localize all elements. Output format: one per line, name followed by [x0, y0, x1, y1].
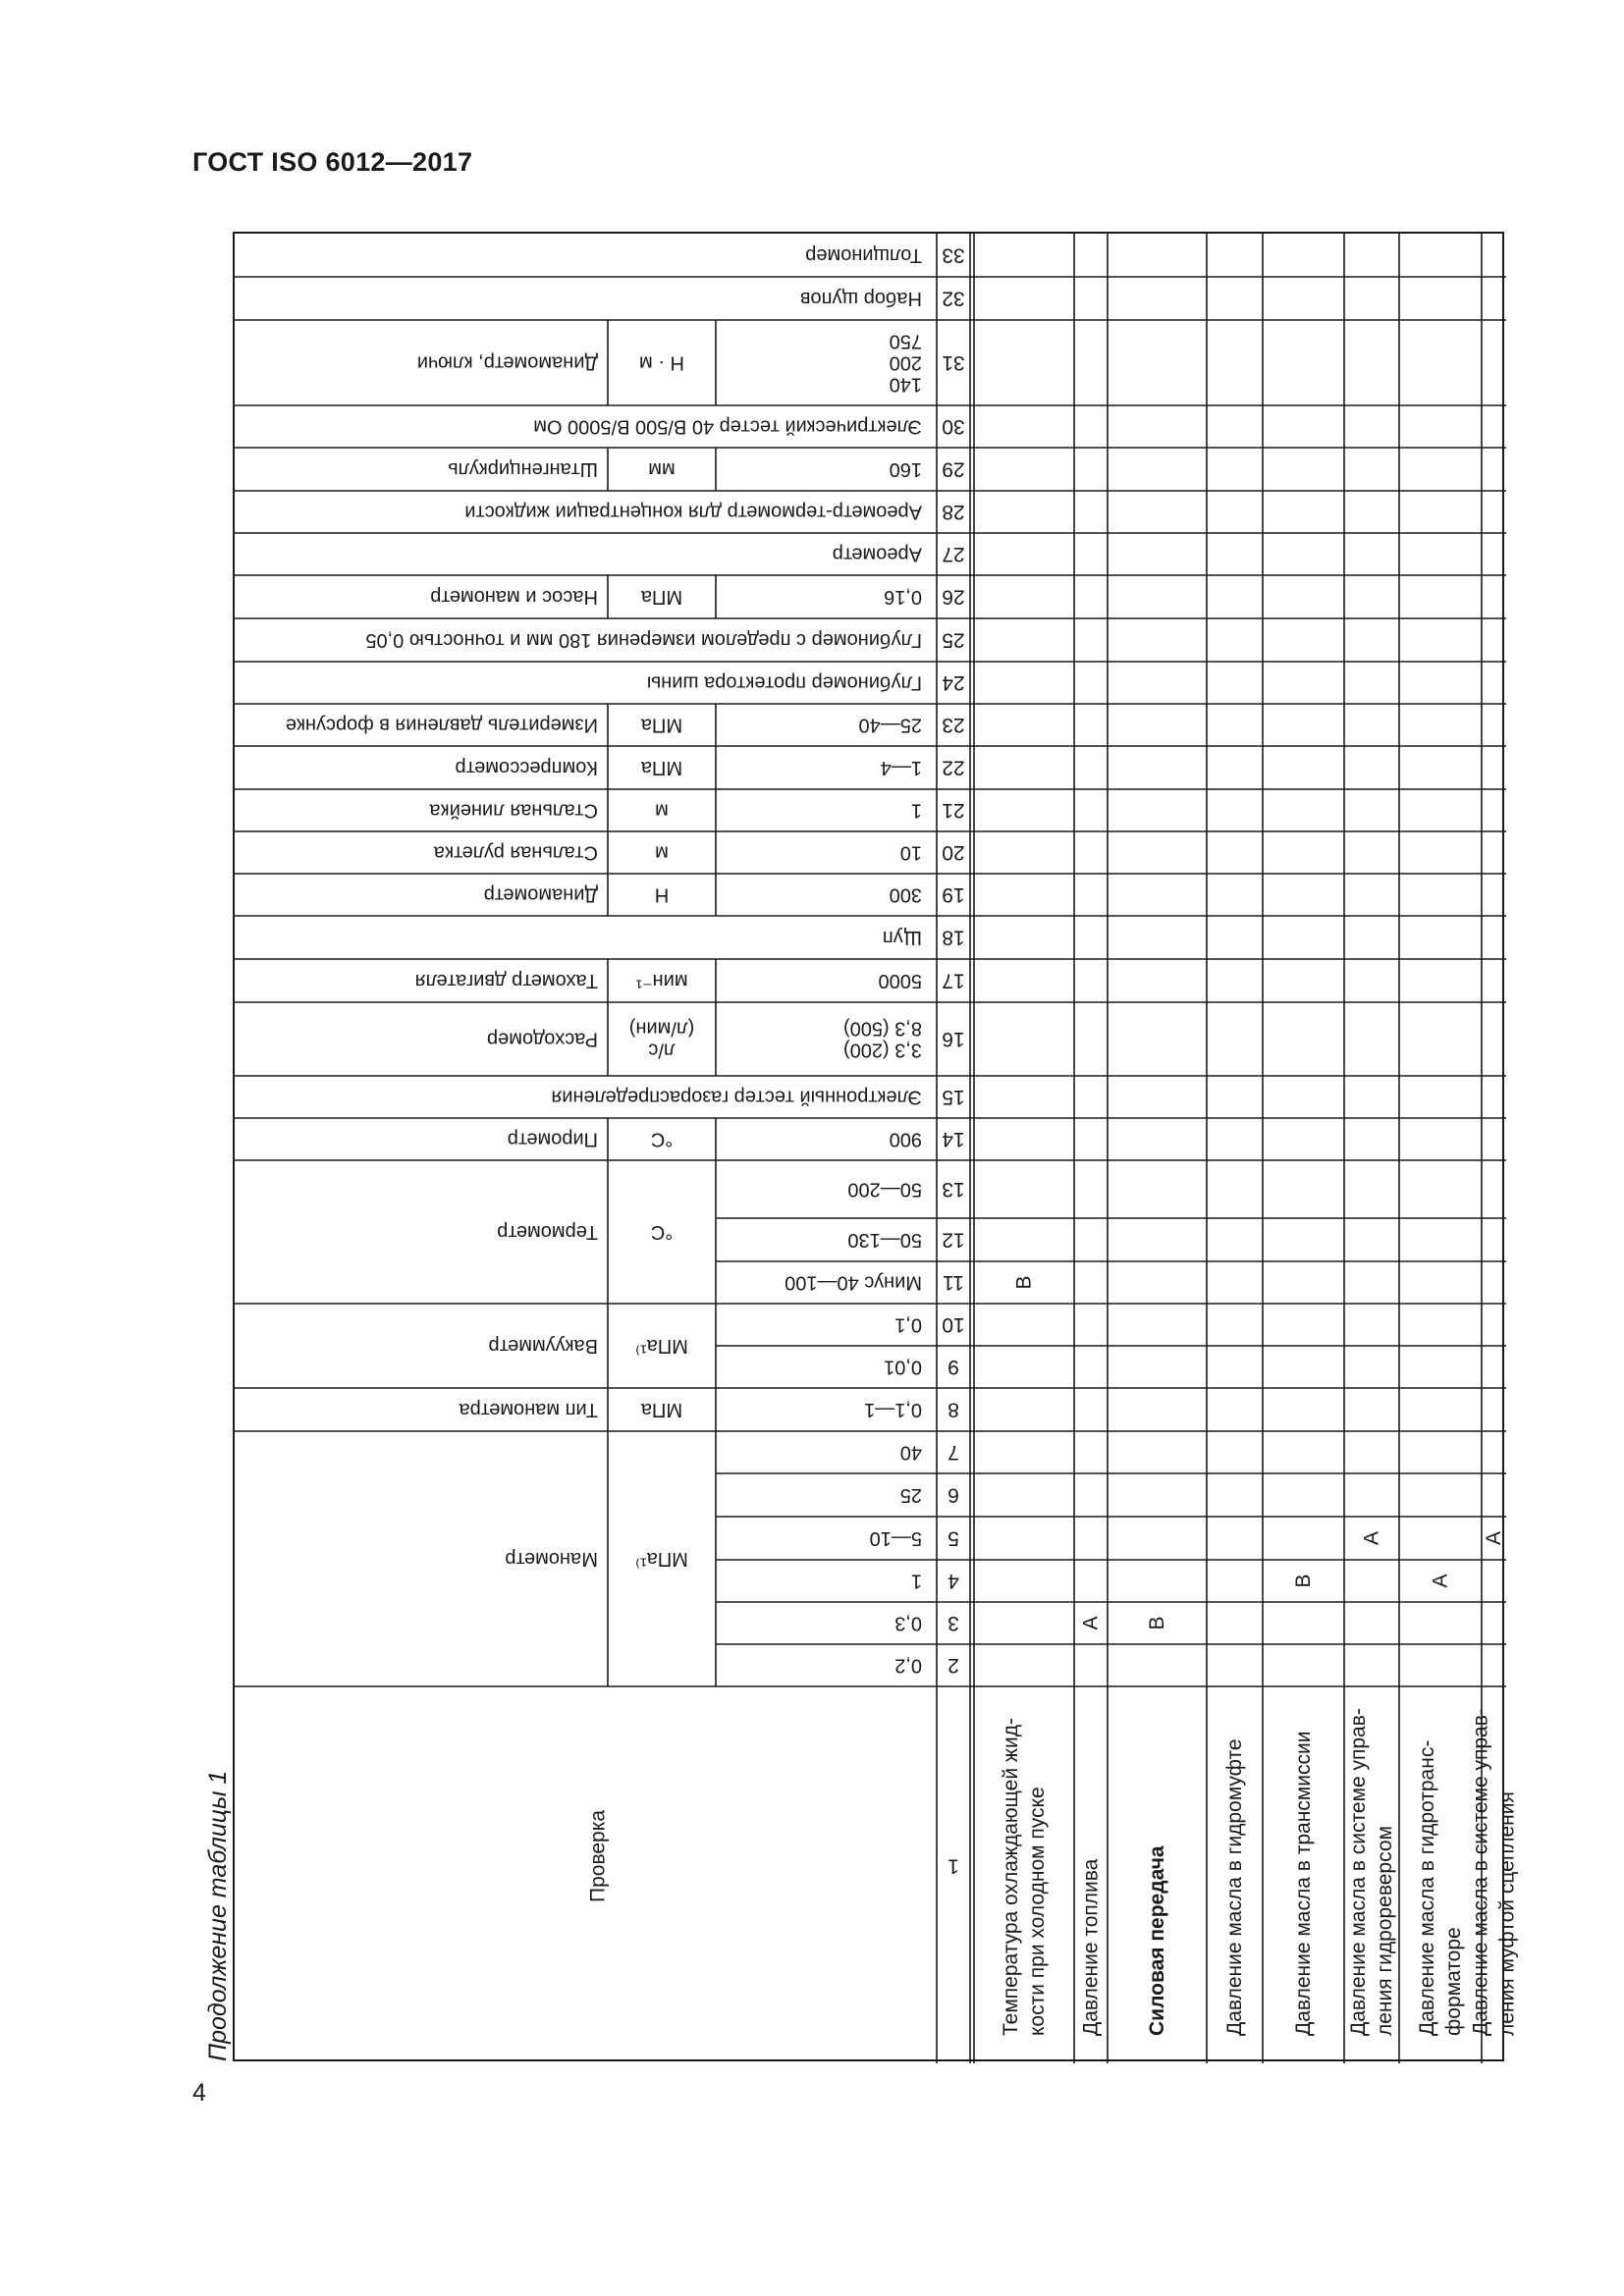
column-number: 4 [947, 1570, 959, 1592]
instrument-cell: Тип манометра [459, 1399, 598, 1420]
column-number: 11 [943, 1271, 964, 1294]
column-number: 28 [942, 501, 965, 523]
value-cell: 1 [910, 799, 922, 822]
instrument-cell: Штангенциркуль [448, 458, 598, 480]
column-number: 25 [942, 628, 965, 652]
column-number: 18 [942, 926, 965, 949]
check-row-label: Давление масла в гидромуфте [1223, 1738, 1246, 2036]
column-number: 22 [942, 756, 965, 779]
instrument-span-cell: Глубиномер протектора шины [646, 671, 922, 694]
column-number: 26 [942, 585, 965, 609]
instrument-span-cell: Электрический тестер 40 В/500 В/5000 Ом [533, 415, 922, 438]
column-number: 14 [942, 1128, 965, 1150]
unit-cell-merged: °С [650, 1221, 674, 1243]
check-row-label: форматоре [1442, 1927, 1465, 2036]
unit-cell: м [655, 841, 669, 864]
unit-cell: мм [648, 458, 676, 480]
column-number: 21 [942, 799, 965, 822]
instrument-cell: Пирометр [507, 1128, 598, 1150]
column-number: 33 [942, 243, 965, 267]
check-mark: B [1292, 1574, 1315, 1588]
value-cell: 0,1—1 [864, 1399, 922, 1420]
value-cell: 1—4 [880, 757, 922, 778]
check-row-label: Давление масла в системе управ- [1347, 1708, 1370, 2036]
check-row-label: Давление топлива [1079, 1858, 1103, 2036]
unit-cell: м [655, 799, 669, 822]
unit-cell: МПа [640, 1399, 683, 1420]
column-number: 24 [942, 671, 965, 694]
column-number: 17 [942, 969, 965, 992]
column-number: 29 [942, 457, 965, 481]
instrument-cell: Стальная линейка [429, 799, 598, 822]
value-cell: 50—130 [847, 1229, 922, 1251]
column-number: 3 [947, 1612, 959, 1634]
value-cell: 5000 [878, 970, 922, 991]
column-number: 15 [942, 1086, 965, 1108]
column-number: 7 [947, 1441, 959, 1464]
unit-cell: Н · м [639, 351, 684, 374]
unit-cell-line: (л/мин) [628, 1017, 695, 1040]
instrument-span-cell: Электронный тестер газораспределения [551, 1086, 922, 1108]
value-cell-line: 750 [889, 330, 922, 352]
check-row-label: ления муфтой сцепления [1495, 1791, 1519, 2036]
instrument-span-cell: Глубиномер с пределом измерения 180 мм и точностью 0,05 [365, 629, 922, 651]
check-mark: B [1012, 1275, 1036, 1290]
check-mark: B [1146, 1616, 1168, 1630]
column-number: 27 [942, 543, 965, 565]
instrument-span-cell: Толщиномер [805, 244, 922, 266]
value-cell: 0,16 [884, 586, 922, 608]
value-cell: 5—10 [869, 1527, 922, 1549]
check-row-label: Давление масла в системе управ- [1469, 1708, 1492, 2036]
unit-cell: °С [650, 1128, 674, 1150]
column-number: 19 [942, 883, 965, 906]
column-number: 12 [942, 1228, 965, 1252]
instrument-table-grid [235, 234, 1519, 2063]
instrument-cell: Динамометр [483, 883, 598, 906]
value-cell: 0,1 [894, 1313, 922, 1336]
instrument-span-cell: Ареометр-термометр для концентрации жидкости [464, 501, 922, 523]
value-cell: 50—200 [847, 1178, 922, 1201]
instrument-table [233, 232, 1519, 2061]
column-number: 20 [942, 841, 965, 864]
value-cell: 0,3 [894, 1612, 922, 1634]
value-cell: 160 [889, 458, 922, 480]
unit-cell: Н [654, 883, 670, 906]
column-number: 13 [942, 1178, 965, 1201]
unit-cell-line: л/с [648, 1039, 676, 1061]
value-cell: Минус 40—100 [785, 1271, 922, 1294]
instrument-cell: Расходомер [486, 1028, 598, 1050]
instrument-cell: Компрессометр [455, 757, 598, 778]
check-mark: A [1429, 1574, 1452, 1588]
unit-cell-merged: МПа¹⁾ [635, 1548, 688, 1570]
instrument-cell: Насос и манометр [430, 586, 598, 608]
unit-cell: МПа [640, 586, 683, 608]
instrument-span-cell: Щуп [882, 927, 922, 948]
column-number: 16 [942, 1028, 965, 1050]
instrument-cell-merged: Термометр [497, 1221, 598, 1243]
check-row-label: Температура охлаждающей жид- [1000, 1718, 1022, 2036]
instrument-cell-merged: Вакуумметр [488, 1335, 598, 1357]
unit-cell: мин⁻¹ [635, 970, 688, 991]
instrument-span-cell: Ареометр [832, 543, 922, 565]
value-cell-line: 3,3 (200) [842, 1039, 922, 1061]
value-cell: 300 [889, 883, 922, 906]
unit-cell-merged: МПа¹⁾ [635, 1335, 688, 1357]
column-number: 23 [942, 714, 965, 736]
instrument-span-cell: Набор щупов [799, 288, 922, 309]
table-continuation-text: Продолжение таблицы 1 [204, 1770, 232, 2061]
column-number: 30 [942, 415, 965, 438]
instrument-cell: Стальная рулетка [433, 841, 598, 864]
check-column-header: Проверка [586, 1809, 610, 1902]
instrument-cell: Измеритель давления в форсунке [285, 714, 598, 736]
value-cell-line: 8,3 (500) [842, 1017, 922, 1040]
document-title: ГОСТ ISO 6012—2017 [192, 147, 473, 177]
unit-cell: МПа [640, 714, 683, 736]
check-mark: A [1079, 1616, 1103, 1630]
check-row-label: Силовая передача [1146, 1845, 1168, 2036]
column-number: 31 [942, 351, 965, 374]
column-number: 5 [947, 1526, 959, 1550]
value-cell: 25 [899, 1484, 922, 1506]
unit-cell: МПа [640, 757, 683, 778]
check-column-number: 1 [947, 1854, 959, 1878]
value-cell: 1 [910, 1570, 922, 1592]
instrument-cell: Динамометр, ключи [416, 351, 598, 374]
instrument-cell-merged: Манометр [505, 1548, 598, 1570]
column-number: 6 [947, 1483, 959, 1507]
value-cell: 40 [899, 1441, 922, 1464]
column-number: 2 [947, 1654, 959, 1677]
column-number: 9 [947, 1356, 959, 1378]
value-cell: 0,01 [884, 1356, 922, 1378]
column-number: 32 [942, 287, 965, 310]
check-mark: A [1360, 1530, 1383, 1546]
value-cell: 10 [899, 841, 922, 864]
instrument-cell: Тахометр двигателя [414, 970, 598, 991]
page-number: 4 [192, 2079, 206, 2107]
column-number: 10 [942, 1313, 965, 1336]
column-number: 8 [947, 1398, 959, 1421]
value-cell-line: 200 [889, 351, 922, 374]
value-cell: 900 [889, 1128, 922, 1150]
check-mark: A [1483, 1530, 1505, 1546]
check-row-label: кости при холодном пуске [1026, 1787, 1049, 2036]
check-row-label: ления гидрореверсом [1374, 1826, 1396, 2036]
value-cell-line: 140 [889, 373, 922, 396]
check-row-label: Давление масла в гидротранс- [1416, 1739, 1438, 2036]
value-cell: 0,2 [894, 1654, 922, 1677]
check-row-label: Давление масла в трансмиссии [1292, 1731, 1315, 2036]
value-cell: 25—40 [858, 714, 922, 736]
